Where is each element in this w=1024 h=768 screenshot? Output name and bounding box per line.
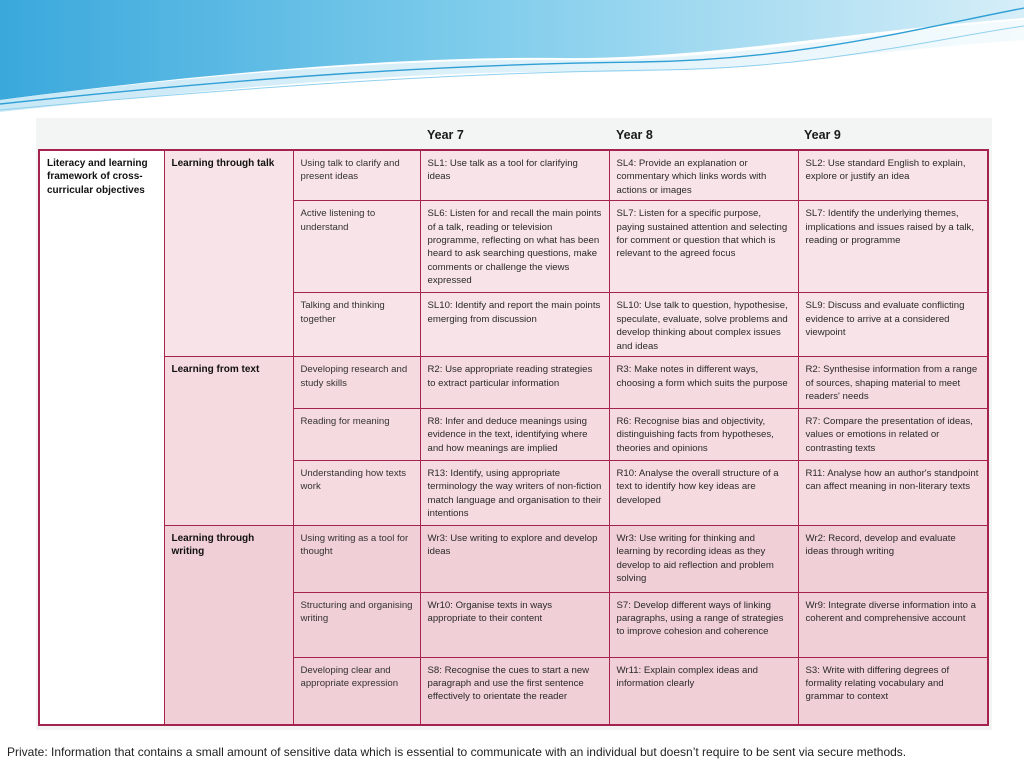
objective-cell: Wr10: Organise texts in ways appropriate to their content [420, 592, 609, 657]
objective-cell: R8: Infer and deduce meanings using evidence in the text, identifying where and how meanings are implied [420, 409, 609, 461]
objective-cell: Wr9: Integrate diverse information into a coherent and comprehensive account [798, 592, 988, 657]
table-row [39, 525, 988, 592]
objective-cell: R7: Compare the presentation of ideas, values or emotions in related or contrasting texts [798, 409, 988, 461]
year-8-header: Year 8 [616, 128, 653, 142]
objective-cell: SL9: Discuss and evaluate conflicting evidence to arrive at a considered viewpoint [798, 293, 988, 357]
objective-cell: S8: Recognise the cues to start a new paragraph and use the first sentence effectively to orientate the reader [420, 657, 609, 725]
objective-cell: SL7: Listen for a specific purpose, paying sustained attention and selecting for comment or question that which is relevant to the agreed focus [609, 201, 798, 293]
objective-cell: SL10: Identify and report the main points emerging from discussion [420, 293, 609, 357]
objective-cell: SL1: Use talk as a tool for clarifying ideas [420, 150, 609, 201]
skill-cell: Developing clear and appropriate expression [293, 657, 420, 725]
year-9-header: Year 9 [804, 128, 841, 142]
skill-cell: Developing research and study skills [293, 357, 420, 409]
area-learning-through-writing: Learning through writing [164, 525, 293, 725]
objective-cell: S7: Develop different ways of linking paragraphs, using a range of strategies to improve cohesion and coherence [609, 592, 798, 657]
skill-cell: Using writing as a tool for thought [293, 525, 420, 592]
year-7-header: Year 7 [427, 128, 464, 142]
objective-cell: R13: Identify, using appropriate terminology the way writers of non-fiction match language and organisation to their intentions [420, 460, 609, 525]
objective-cell: Wr2: Record, develop and evaluate ideas through writing [798, 525, 988, 592]
table-row [39, 150, 988, 201]
objective-cell: Wr11: Explain complex ideas and information clearly [609, 657, 798, 725]
skill-cell: Talking and thinking together [293, 293, 420, 357]
framework-table [38, 149, 989, 726]
objective-cell: S3: Write with differing degrees of formality relating vocabulary and grammar to context [798, 657, 988, 725]
objective-cell: R11: Analyse how an author's standpoint can affect meaning in non-literary texts [798, 460, 988, 525]
objective-cell: R10: Analyse the overall structure of a text to identify how key ideas are developed [609, 460, 798, 525]
skill-cell: Active listening to understand [293, 201, 420, 293]
skill-cell: Understanding how texts work [293, 460, 420, 525]
area-learning-through-talk: Learning through talk [164, 150, 293, 357]
objective-cell: R2: Use appropriate reading strategies to extract particular information [420, 357, 609, 409]
objective-cell: R6: Recognise bias and objectivity, distinguishing facts from hypotheses, theories and opinions [609, 409, 798, 461]
objective-cell: SL10: Use talk to question, hypothesise, speculate, evaluate, solve problems and develop thinking about complex issues and ideas [609, 293, 798, 357]
framework-label: Literacy and learning framework of cross-curricular objectives [39, 150, 164, 725]
objective-cell: Wr3: Use writing to explore and develop ideas [420, 525, 609, 592]
table-row [39, 357, 988, 409]
privacy-footer-note: Private: Information that contains a small amount of sensitive data which is essential to communicate with an individual but doesn’t require to be sent via secure methods. [7, 745, 907, 759]
objective-cell: SL2: Use standard English to explain, explore or justify an idea [798, 150, 988, 201]
objective-cell: SL6: Listen for and recall the main points of a talk, reading or television programme, reflecting on what has been heard to ask searching questions, make comments or challenge the views expressed [420, 201, 609, 293]
objective-cell: SL7: Identify the underlying themes, implications and issues raised by a talk, reading or programme [798, 201, 988, 293]
area-learning-from-text: Learning from text [164, 357, 293, 525]
objective-cell: R3: Make notes in different ways, choosing a form which suits the purpose [609, 357, 798, 409]
header-wave-decoration [0, 0, 1024, 120]
skill-cell: Using talk to clarify and present ideas [293, 150, 420, 201]
objective-cell: R2: Synthesise information from a range of sources, shaping material to meet readers' needs [798, 357, 988, 409]
objective-cell: SL4: Provide an explanation or commentary which links words with actions or images [609, 150, 798, 201]
objective-cell: Wr3: Use writing for thinking and learning by recording ideas as they develop to aid reflection and problem solving [609, 525, 798, 592]
skill-cell: Structuring and organising writing [293, 592, 420, 657]
skill-cell: Reading for meaning [293, 409, 420, 461]
